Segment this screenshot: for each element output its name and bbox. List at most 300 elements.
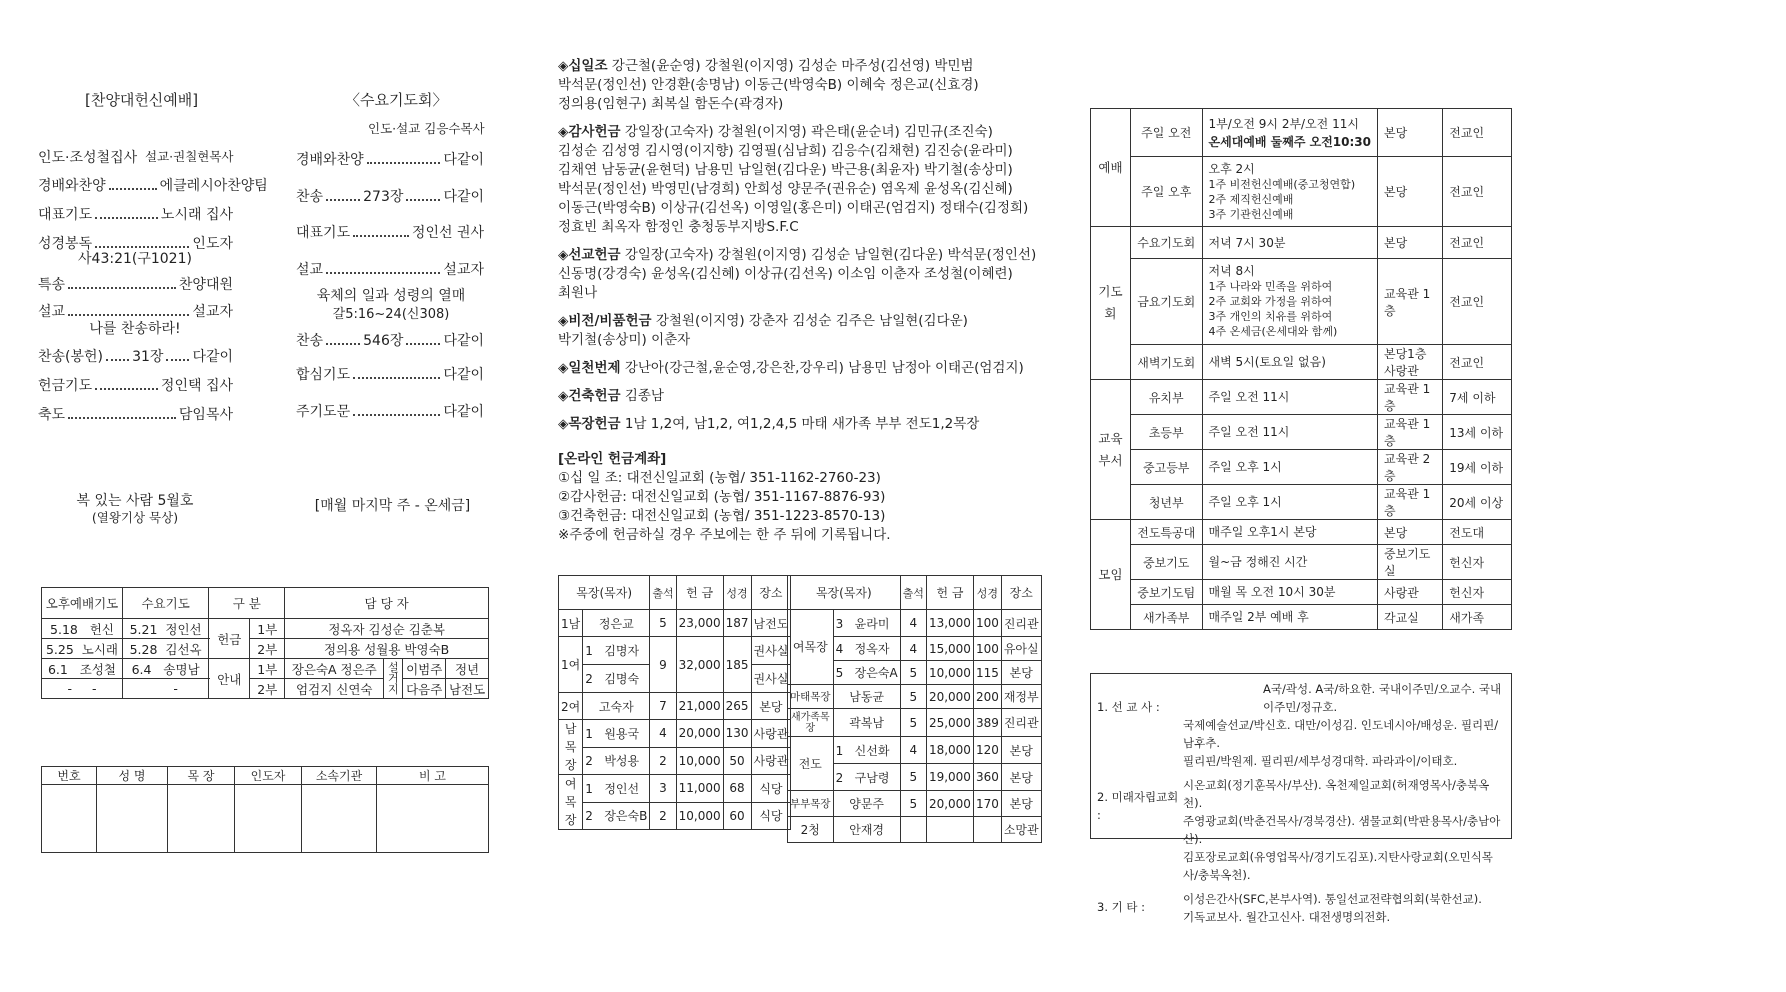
thanks-line: 김채연 남동균(윤현덕) 남용민 남일현(김다운) 박근용(최윤자) 박기철(송상미) <box>558 162 1013 178</box>
schedule-audience: 전교인 <box>1443 157 1512 227</box>
support-item <box>1095 680 1505 770</box>
schedule-row <box>1091 227 1512 259</box>
schedule-row <box>1091 157 1512 227</box>
part-label: 2부 <box>250 639 285 659</box>
cell-amount: 19,000 <box>926 764 973 791</box>
order-label: 주기도문 <box>296 404 351 420</box>
support-item <box>1095 770 1505 884</box>
account-line: ③건축헌금: 대전신일교회 (농협/ 351-1223-8570-13) <box>558 508 886 524</box>
cell-label: ◈목장헌금 <box>558 416 621 432</box>
support-label: 1. 선 교 사 : <box>1097 700 1160 714</box>
offering-label: 헌금 <box>209 619 250 659</box>
cell-bible: 60 <box>723 802 751 830</box>
cell-bible: 185 <box>723 637 751 693</box>
visitor-cell[interactable] <box>377 785 489 853</box>
schedule-group: 예배 <box>1091 109 1131 227</box>
sunday-service-title: [찬양대헌신예배] <box>85 91 199 109</box>
schedule-row <box>1091 605 1512 630</box>
order-mid: 31장 <box>132 349 164 365</box>
schedule-time-line: 주일 오후 1시 <box>1208 495 1282 509</box>
visitor-header: 번호 <box>42 767 97 785</box>
order-value: 찬양대원 <box>178 277 233 293</box>
schedule-time-line: 오후 2시 <box>1208 161 1255 176</box>
schedule-group: 교육부서 <box>1091 380 1131 520</box>
cell-place: 본당 <box>1001 737 1041 764</box>
cell-attendance: 5 <box>900 764 926 791</box>
duty-cell: 6.4 송명남 <box>123 659 209 679</box>
schedule-time-line: 3주 개인의 치유를 위하여 <box>1208 310 1333 323</box>
order-value: 다같이 <box>443 333 485 349</box>
order-value: 정인택 집사 <box>160 378 233 394</box>
order-value: 설교자 <box>192 304 233 320</box>
visitor-header: 성 명 <box>97 767 168 785</box>
order-value: 다같이 <box>443 367 484 383</box>
cell-header: 목장(목자) <box>559 576 650 610</box>
order-value: 인도자 <box>192 236 233 252</box>
cell-attendance: 2 <box>650 802 676 830</box>
cell-group: 전도 <box>788 737 834 791</box>
schedule-name: 금요기도회 <box>1130 259 1202 345</box>
order-label: 설교 <box>38 304 66 320</box>
wednesday-leader: 인도·설교 김응수목사 <box>368 121 485 136</box>
cell-attendance: 5 <box>900 661 926 685</box>
tithe-line: 박석문(정인선) 안경환(송명남) 이동근(박영숙B) 이혜숙 정은교(신효경) <box>558 77 979 93</box>
cell-leader: 2 장은숙B <box>583 802 650 830</box>
cell-place: 소망관 <box>1001 817 1041 843</box>
cell-place: 권사실 <box>751 665 791 693</box>
cell-group: 1여 <box>559 637 583 693</box>
cell-place: 유아실 <box>1001 637 1041 661</box>
schedule-time <box>1202 109 1377 157</box>
wednesday-sermon-title: 육체의 일과 성령의 열매 <box>316 288 466 304</box>
schedule-row <box>1091 345 1512 380</box>
schedule-name: 중고등부 <box>1130 450 1202 485</box>
tithe-label: ◈십일조 <box>558 58 608 74</box>
schedule-time-line: 월~금 정해진 시간 <box>1208 555 1308 569</box>
duty-table <box>41 587 489 699</box>
schedule-time <box>1202 485 1377 520</box>
schedule-place: 본당 <box>1378 520 1443 545</box>
guide-label: 안내 <box>209 659 250 699</box>
schedule-place: 교육관 1층 <box>1378 485 1443 520</box>
order-item <box>296 364 484 384</box>
schedule-time <box>1202 380 1377 415</box>
support-label: 3. 기 타 : <box>1097 900 1146 914</box>
cell-header: 헌 금 <box>926 576 973 610</box>
schedule-time-line: 1주 비전헌신예배(중고청연합) <box>1208 177 1356 191</box>
cell-place: 본당 <box>751 693 791 720</box>
order-item <box>38 204 233 224</box>
offering-names: 정옥자 김성순 김춘복 <box>285 619 489 639</box>
account-line: ①십 일 조: 대전신일교회 (농협/ 351-1162-2760-23) <box>558 470 881 486</box>
schedule-name: 유치부 <box>1130 380 1202 415</box>
schedule-place: 교육관 1층 <box>1378 259 1443 345</box>
cell-bible: 265 <box>723 693 751 720</box>
duty-header: 오후예배기도 <box>42 588 123 619</box>
schedule-time <box>1202 450 1377 485</box>
schedule-name: 초등부 <box>1130 415 1202 450</box>
order-label: 설교 <box>296 262 324 278</box>
order-label: 대표기도 <box>296 225 351 241</box>
schedule-time-line: 새벽 5시(토요일 없음) <box>1208 355 1326 369</box>
cell-place: 사랑관 <box>751 747 791 775</box>
duty-header: 담 당 자 <box>285 588 489 619</box>
support-box <box>1090 673 1512 924</box>
cell-amount: 23,000 <box>676 610 723 637</box>
vision-line: 강철원(이지영) 강춘자 김성순 김주은 남일현(김다운) <box>651 313 968 329</box>
schedule-place: 각교실 <box>1378 605 1443 630</box>
cell-place: 식당 <box>751 775 791 803</box>
cell-attendance: 5 <box>900 709 926 737</box>
cell-place: 본당 <box>1001 791 1041 817</box>
schedule-time <box>1202 157 1377 227</box>
schedule-row <box>1091 380 1512 415</box>
duty-header: 구 분 <box>209 588 285 619</box>
wednesday-title: 〈수요기도회〉 <box>345 91 448 109</box>
first-line: 강난아(강근철,윤순영,강은찬,강우리) 남용민 남정아 이태곤(엄검지) <box>620 360 1024 376</box>
cell-amount: 21,000 <box>676 693 723 720</box>
cell-header: 헌 금 <box>676 576 723 610</box>
order-label: 찬송 <box>296 189 324 205</box>
visitor-header: 소속기관 <box>302 767 377 785</box>
cell-leader: 3 윤라미 <box>833 610 900 637</box>
schedule-row <box>1091 109 1512 157</box>
schedule-place: 교육관 1층 <box>1378 380 1443 415</box>
schedule-time <box>1202 580 1377 605</box>
cell-amount: 20,000 <box>926 791 973 817</box>
cell-group: 여목장 <box>559 775 583 830</box>
cell-bible: 120 <box>973 737 1001 764</box>
order-label: 대표기도 <box>38 207 93 223</box>
first-block <box>558 359 1036 378</box>
schedule-time-line: 2주 제직헌신예배 <box>1208 192 1294 206</box>
cell-attendance: 4 <box>900 737 926 764</box>
schedule-audience: 전교인 <box>1443 259 1512 345</box>
cell-table-right <box>787 575 1042 843</box>
cell-bible: 100 <box>973 610 1001 637</box>
part-label: 1부 <box>250 619 285 639</box>
cell-attendance: 5 <box>900 685 926 709</box>
order-label: 헌금기도 <box>38 378 93 394</box>
cell-amount: 10,000 <box>676 802 723 830</box>
cell-place: 권사실 <box>751 637 791 665</box>
order-item <box>38 346 233 366</box>
first-label: ◈일천번제 <box>558 360 621 376</box>
cell-amount: 13,000 <box>926 610 973 637</box>
cell-attendance: 5 <box>650 610 676 637</box>
schedule-audience: 전교인 <box>1443 109 1512 157</box>
online-title: [온라인 헌금계좌] <box>558 451 667 467</box>
schedule-name: 청년부 <box>1130 485 1202 520</box>
schedule-place: 사랑관 <box>1378 580 1443 605</box>
schedule-audience: 전교인 <box>1443 345 1512 380</box>
cell-leader: 1 원용국 <box>583 720 650 748</box>
cell-bible: 187 <box>723 610 751 637</box>
schedule-name: 새가족부 <box>1130 605 1202 630</box>
cell-leader: 1 김명자 <box>583 637 650 665</box>
support-list <box>1095 680 1505 926</box>
thanks-block <box>558 123 1036 237</box>
schedule-audience: 7세 이하 <box>1443 380 1512 415</box>
cell-group: 남목장 <box>559 720 583 775</box>
cell-amount: 20,000 <box>926 685 973 709</box>
schedule-name: 주일 오후 <box>1130 157 1202 227</box>
cell-bible: 100 <box>973 637 1001 661</box>
schedule-time-line: 1주 나라와 민족을 위하여 <box>1208 280 1333 293</box>
schedule-time <box>1202 415 1377 450</box>
part-label: 1부 <box>250 659 285 679</box>
order-item <box>296 186 484 206</box>
schedule-time <box>1202 345 1377 380</box>
tithe-block <box>558 57 1036 114</box>
thanks-label: ◈감사헌금 <box>558 124 621 140</box>
support-text: 이성은간사(SFC,본부사역). 통일선교전략협의회(북한선교). 기독교보사. 월간고신사. 대전생명의전화. <box>1183 892 1482 924</box>
order-value: 에클레시아찬양팀 <box>159 178 268 194</box>
visitor-cell[interactable] <box>302 785 377 853</box>
cell-leader: 5 장은숙A <box>833 661 900 685</box>
cell-attendance: 3 <box>650 775 676 803</box>
mission-line: 신동명(강경숙) 윤성옥(김신혜) 이상규(김선옥) 이소임 이춘자 조성철(이혜련) <box>558 266 1013 282</box>
support-text: A국/곽성. A국/하요한. 국내이주민/오교수. 국내이주민/정규호. 국제예술선교/박신호. 대만/이성김. 인도네시아/배성운. 필리핀/남후추. 필리핀/박원제. 필리핀/세부성경대학. 파라과이/이태호. <box>1183 682 1502 768</box>
guide-cell: 이범주 <box>403 659 446 679</box>
cell-attendance: 2 <box>650 747 676 775</box>
cell-place: 진리관 <box>1001 610 1041 637</box>
duty-cell: 5.28 김선옥 <box>123 639 209 659</box>
cell-bible: 50 <box>723 747 751 775</box>
schedule-row <box>1091 520 1512 545</box>
order-item <box>38 175 268 195</box>
part-label: 2부 <box>250 679 285 699</box>
order-item <box>296 401 484 421</box>
schedule-place: 본당 <box>1378 109 1443 157</box>
visitor-header: 목 장 <box>168 767 235 785</box>
schedule-audience: 20세 이상 <box>1443 485 1512 520</box>
schedule-place: 교육관 2층 <box>1378 450 1443 485</box>
cell-group: 1남 <box>559 610 583 637</box>
schedule-name: 주일 오전 <box>1130 109 1202 157</box>
guide-cell: 남전도 <box>446 679 489 699</box>
cell-leader: 4 정옥자 <box>833 637 900 661</box>
guide-sub: 설거지 <box>384 659 403 699</box>
cell-place: 재정부 <box>1001 685 1041 709</box>
schedule-time-line: 주일 오전 11시 <box>1208 390 1290 404</box>
duty-cell: - <box>123 679 209 699</box>
cell-amount: 11,000 <box>676 775 723 803</box>
schedule-name: 중보기도 <box>1130 545 1202 580</box>
cell-group: 부부목장 <box>788 791 834 817</box>
schedule-place: 본당 <box>1378 157 1443 227</box>
order-value: 다같이 <box>443 189 485 205</box>
visitor-cell[interactable] <box>168 785 235 853</box>
cell-leader: 1 정인선 <box>583 775 650 803</box>
cell-header: 성경 <box>973 576 1001 610</box>
duty-cell: 5.21 정인선 <box>123 619 209 639</box>
cell-amount: 10,000 <box>676 747 723 775</box>
duty-cell: 5.25 노시래 <box>42 639 123 659</box>
tithe-line: 정의용(임현구) 최복실 함돈수(곽경자) <box>558 96 784 112</box>
schedule-time-line: 2주 교회와 가정을 위하여 <box>1208 295 1333 308</box>
schedule-audience: 19세 이하 <box>1443 450 1512 485</box>
schedule-name: 수요기도회 <box>1130 227 1202 259</box>
support-text: 시온교회(정기훈목사/부산). 옥천제일교회(허재영목사/충북옥천). 주영광교회(박춘건목사/경북경산). 샘물교회(박판용목사/충남아산). 김포장로교회(유영업목사/경기도김포).지탄사랑교회(오민식목사/충북옥천). <box>1183 778 1501 882</box>
cell-place: 진리관 <box>1001 709 1041 737</box>
thanks-line: 정효빈 최옥자 함정인 충청동부지방S.F.C <box>558 219 799 235</box>
order-value: 담임목사 <box>178 407 233 423</box>
thanks-line: 강일장(고숙자) 강철원(이지영) 곽은태(윤순녀) 김민규(조진숙) <box>620 124 993 140</box>
schedule-name: 중보기도팀 <box>1130 580 1202 605</box>
schedule-name: 새벽기도회 <box>1130 345 1202 380</box>
guide-names: 엄검지 신연숙 <box>285 679 384 699</box>
guide-cell: 다음주 <box>403 679 446 699</box>
thanks-line: 이동근(박영숙B) 이상규(김선옥) 이영일(홍은미) 이태곤(엄검지) 정태수(김정희) <box>558 200 1029 216</box>
offerings-list <box>558 57 1036 545</box>
duty-cell: - - <box>42 679 123 699</box>
vision-line: 박기철(송상미) 이춘자 <box>558 332 691 348</box>
cell-group: 마태목장 <box>788 685 834 709</box>
order-item <box>296 259 484 279</box>
duty-cell: 5.18 헌신 <box>42 619 123 639</box>
building-line: 김종남 <box>620 388 664 404</box>
cell-amount: 18,000 <box>926 737 973 764</box>
cell-leader: 곽복남 <box>833 709 900 737</box>
cell-amount: 32,000 <box>676 637 723 693</box>
blessed-title: 복 있는 사람 5월호 <box>76 493 194 509</box>
schedule-row <box>1091 415 1512 450</box>
cell-leader: 양문주 <box>833 791 900 817</box>
cell-amount: 25,000 <box>926 709 973 737</box>
cell-header: 장소 <box>751 576 791 610</box>
duty-header: 수요기도 <box>123 588 209 619</box>
visitor-table <box>41 766 489 853</box>
cell-attendance <box>900 817 926 843</box>
cell-bible: 389 <box>973 709 1001 737</box>
order-label: 성경봉독 <box>38 236 93 252</box>
cell-bible: 360 <box>973 764 1001 791</box>
account-line: ②감사헌금: 대전신일교회 (농협/ 351-1167-8876-93) <box>558 489 886 505</box>
cell-bible: 68 <box>723 775 751 803</box>
cell-group: 새가족목장 <box>788 709 834 737</box>
schedule-time-line: 매주일 오후1시 본당 <box>1208 525 1317 539</box>
sunday-leader: 인도·조성철집사 <box>38 150 138 166</box>
visitor-cell[interactable] <box>235 785 302 853</box>
schedule-time-line: 주일 오후 1시 <box>1208 460 1282 474</box>
building-label: ◈건축헌금 <box>558 388 621 404</box>
cell-bible: 130 <box>723 720 751 748</box>
mission-block <box>558 246 1036 303</box>
schedule-audience: 헌신자 <box>1443 580 1512 605</box>
order-label: 축도 <box>38 407 66 423</box>
order-label: 경배와찬양 <box>296 152 364 168</box>
schedule-name: 전도특공대 <box>1130 520 1202 545</box>
cell-leader: 고숙자 <box>583 693 650 720</box>
cell-bible: 170 <box>973 791 1001 817</box>
cell-place: 본당 <box>1001 661 1041 685</box>
duty-cell: 6.1 조성철 <box>42 659 123 679</box>
schedule-audience: 헌신자 <box>1443 545 1512 580</box>
cell-bible: 115 <box>973 661 1001 685</box>
schedule-time-line: 온세대예배 둘째주 오전10:30 <box>1208 134 1371 149</box>
cell-amount: 20,000 <box>676 720 723 748</box>
online-note: ※주중에 헌금하실 경우 주보에는 한 주 뒤에 기록됩니다. <box>558 527 891 543</box>
guide-names: 장은숙A 정은주 <box>285 659 384 679</box>
cell-line: 1남 1,2여, 남1,2, 여1,2,4,5 마태 새가족 부부 전도1,2목장 <box>620 416 980 432</box>
cell-attendance: 5 <box>900 791 926 817</box>
cell-attendance: 7 <box>650 693 676 720</box>
schedule-row <box>1091 485 1512 520</box>
schedule-row <box>1091 580 1512 605</box>
schedule-place: 본당 <box>1378 227 1443 259</box>
order-value: 다같이 <box>443 152 484 168</box>
cell-header: 성경 <box>723 576 751 610</box>
visitor-header: 인도자 <box>235 767 302 785</box>
support-label: 2. 미래자립교회 : <box>1097 790 1179 822</box>
vision-block <box>558 312 1036 350</box>
thanks-line: 김성순 김성영 김시영(이지향) 김영필(심남희) 김응수(김채현) 김진승(윤라미) <box>558 143 1013 159</box>
sunday-sermon-title: 나를 찬송하라! <box>89 321 181 337</box>
cell-header: 목장(목자) <box>788 576 901 610</box>
cell-block <box>558 415 1036 434</box>
schedule-row <box>1091 259 1512 345</box>
schedule-time-line: 저녁 7시 30분 <box>1208 235 1286 250</box>
schedule-table <box>1090 108 1512 630</box>
cell-amount: 10,000 <box>926 661 973 685</box>
cell-bible <box>973 817 1001 843</box>
order-label: 찬송 <box>296 333 324 349</box>
visitor-cell[interactable] <box>97 785 168 853</box>
mission-label: ◈선교헌금 <box>558 247 621 263</box>
blessed-subtitle: (열왕기상 묵상) <box>91 510 179 525</box>
cell-leader: 1 신선화 <box>833 737 900 764</box>
cell-leader: 2 박성용 <box>583 747 650 775</box>
thanks-line: 박석문(정인선) 박영민(남경희) 안희성 양문주(권유순) 염옥제 윤성옥(김신혜) <box>558 181 1013 197</box>
visitor-cell[interactable] <box>42 785 97 853</box>
schedule-time-line: 매월 목 오전 10시 30분 <box>1208 585 1336 599</box>
cell-leader: 2 구남령 <box>833 764 900 791</box>
schedule-group: 모임 <box>1091 520 1131 630</box>
order-item <box>296 149 484 169</box>
order-mid: 273장 <box>363 189 404 205</box>
schedule-time-line: 3주 기관헌신예배 <box>1208 207 1294 221</box>
cell-group: 여목장 <box>788 610 834 685</box>
order-item <box>38 375 233 395</box>
cell-bible: 200 <box>973 685 1001 709</box>
order-value: 설교자 <box>443 262 484 278</box>
last-week-note: [매월 마지막 주 - 온세금] <box>314 498 471 514</box>
cell-header: 출석 <box>900 576 926 610</box>
mission-line: 최원나 <box>558 285 598 301</box>
cell-attendance: 9 <box>650 637 676 693</box>
cell-header: 출석 <box>650 576 676 610</box>
order-value: 다같이 <box>192 349 234 365</box>
visitor-header: 비 고 <box>377 767 489 785</box>
schedule-time-line: 저녁 8시 <box>1208 264 1255 278</box>
schedule-time <box>1202 545 1377 580</box>
order-value: 노시래 집사 <box>160 207 233 223</box>
mission-line: 강일장(고숙자) 강철원(이지영) 김성순 남일현(김다운) 박석문(정인선) <box>620 247 1037 263</box>
cell-leader: 안재경 <box>833 817 900 843</box>
cell-leader: 정은교 <box>583 610 650 637</box>
schedule-row <box>1091 545 1512 580</box>
cell-leader: 남동균 <box>833 685 900 709</box>
order-item <box>296 330 484 350</box>
offering-names: 정의용 성월용 박영숙B <box>285 639 489 659</box>
order-label: 합심기도 <box>296 367 351 383</box>
schedule-time-line: 4주 온세금(온세대와 함께) <box>1208 325 1338 338</box>
schedule-audience: 전교인 <box>1443 227 1512 259</box>
cell-amount <box>926 817 973 843</box>
schedule-time <box>1202 605 1377 630</box>
cell-attendance: 4 <box>900 637 926 661</box>
